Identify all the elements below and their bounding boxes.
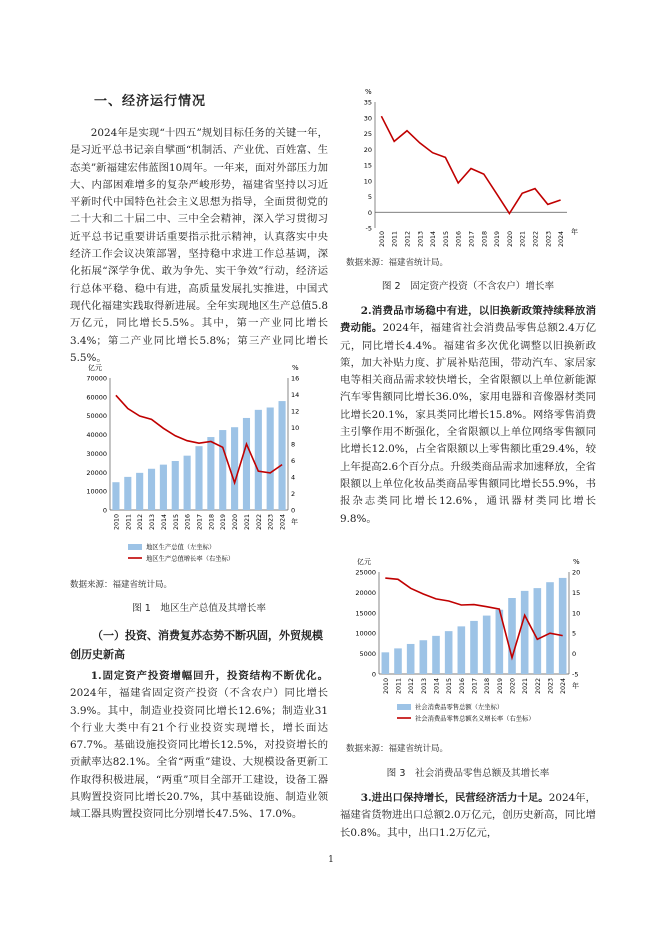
x-tick-label: 2020 (506, 231, 514, 248)
x-tick-label: 2019 (220, 514, 228, 531)
bar-2010 (112, 482, 119, 510)
section-title: 一、经济运行情况 (94, 94, 207, 109)
bar-2023 (267, 408, 274, 510)
bar-2015 (445, 631, 453, 674)
x-tick-label: 2022 (255, 514, 263, 531)
left-tick-label: 25000 (355, 568, 376, 577)
x-tick-label: 2010 (378, 231, 386, 248)
right-tick-label: 8 (291, 440, 296, 449)
subsection-title: （一）投资、消费复苏态势不断巩固，外贸规模创历史新高 (70, 629, 323, 661)
x-tick-label: 2016 (455, 231, 463, 248)
right-tick-label: 16 (291, 374, 300, 383)
legend-bar-label: 社会消费品零售总额（左坐标） (415, 704, 504, 711)
x-tick-label: 2024 (558, 231, 566, 248)
left-tick-label: 60000 (86, 393, 107, 402)
x-tick-label: 2016 (184, 514, 192, 531)
left-tick-label: 15000 (355, 609, 376, 618)
x-tick-label: 2020 (232, 514, 240, 531)
x-tick-label: 2016 (458, 678, 466, 695)
right-tick-label: 0 (572, 650, 577, 659)
bar-2018 (207, 437, 214, 510)
x-tick-label: 2018 (208, 514, 216, 531)
right-tick-label: 15 (572, 588, 581, 597)
x-tick-label: 2015 (172, 514, 180, 531)
bar-2022 (255, 410, 262, 510)
bar-2024 (279, 401, 286, 510)
x-tick-label: 2013 (149, 514, 157, 531)
y-tick-label: 25 (363, 130, 372, 138)
figure1-source: 数据来源：福建省统计局。 (70, 580, 173, 590)
bar-2014 (160, 465, 167, 510)
bar-2010 (382, 652, 390, 674)
y-tick-label: 35 (363, 98, 372, 107)
bar-2016 (184, 456, 191, 510)
right-tick-label: 20 (572, 568, 581, 577)
x-tick-label: 2021 (522, 678, 530, 695)
x-tick-label: 2024 (279, 514, 287, 531)
paragraph-consumption (340, 303, 596, 528)
left-tick-label: 70000 (86, 374, 107, 383)
left-tick-label: 30000 (86, 449, 107, 458)
right-tick-label: 14 (291, 391, 300, 399)
legend-line-label: 社会消费品零售总额名义增长率（右坐标） (415, 715, 535, 723)
legend-line-label: 地区生产总值增长率（右坐标） (146, 555, 235, 563)
y-tick-label: 20 (363, 145, 372, 154)
bar-2013 (148, 469, 155, 510)
figure1-caption: 图 1 地区生产总值及其增长率 (132, 603, 266, 614)
right-tick-label: 10 (291, 424, 300, 432)
x-tick-label: 2010 (113, 514, 121, 531)
x-tick-label: 2010 (382, 678, 390, 695)
right-tick-label: 4 (291, 473, 296, 482)
y-tick-label: -5 (365, 224, 372, 233)
right-tick-label: 5 (572, 629, 577, 638)
figure2-caption: 图 2 固定资产投资（不含农户）增长率 (381, 281, 555, 292)
x-tick-label: 2012 (137, 514, 145, 531)
figure2-chart (345, 86, 591, 252)
x-axis-unit: 年 (572, 682, 579, 690)
x-tick-label: 2017 (471, 678, 479, 695)
bar-2021 (521, 591, 529, 674)
right-axis-unit: % (292, 364, 299, 372)
x-tick-label: 2013 (417, 231, 425, 248)
bar-2011 (394, 648, 402, 674)
bar-2017 (195, 446, 202, 510)
bar-2023 (546, 582, 554, 674)
legend-bar-label: 地区生产总值（左坐标） (146, 544, 216, 551)
right-tick-label: -5 (572, 670, 579, 679)
left-tick-label: 5000 (359, 650, 376, 659)
bar-2012 (407, 644, 415, 674)
figure3-source: 数据来源：福建省统计局。 (346, 744, 449, 754)
x-tick-label: 2014 (160, 514, 168, 531)
x-tick-label: 2023 (547, 678, 555, 695)
paragraph-investment (70, 668, 328, 824)
y-tick-label: 30 (363, 114, 372, 123)
bar-2021 (243, 418, 250, 510)
x-tick-label: 2013 (420, 678, 428, 695)
y-tick-label: 0 (367, 208, 372, 217)
x-tick-label: 2014 (430, 231, 438, 248)
y-tick-label: 10 (363, 177, 372, 186)
figure1-chart (70, 362, 328, 574)
page-number: 1 (328, 855, 334, 865)
left-axis-unit: 亿元 (88, 364, 102, 372)
x-tick-label: 2020 (509, 678, 517, 695)
legend-bar-swatch (128, 544, 142, 550)
bar-2020 (231, 427, 238, 510)
x-tick-label: 2019 (494, 231, 502, 248)
x-tick-label: 2021 (243, 514, 251, 531)
y-axis-unit: % (365, 88, 372, 96)
x-tick-label: 2019 (496, 678, 504, 695)
x-tick-label: 2012 (404, 231, 412, 248)
x-tick-label: 2022 (532, 231, 540, 248)
left-tick-label: 20000 (86, 468, 107, 477)
paragraph-trade-body: 2024年，福建省货物进出口总额2.0万亿元，创历史新高，同比增长0.8%。其中，出口1.2万亿元， (340, 792, 596, 839)
left-axis-unit: 亿元 (357, 558, 371, 566)
right-tick-label: 10 (572, 609, 581, 618)
x-tick-label: 2018 (484, 678, 492, 695)
x-tick-label: 2021 (519, 231, 527, 248)
x-tick-label: 2022 (534, 678, 542, 695)
intro-paragraph: 2024年是实现“十四五”规划目标任务的关键一年，是习近平总书记亲自擘画“机制活、产业优、百姓富、生态美”新福建宏伟蓝图10周年。一年来，面对外部压力加大、内部困难增多的复杂严峻形势，福建省坚持以习近平新时代中国特色社会主义思想为指导，全面贯彻党的二十大和二十届二中、三中全会精神，深入学习贯彻习近平总书记重要讲话重要指示批示精神，认真落实中央经济工作会议决策部署，坚持稳中求进工作总基调，深化拓展“深学争优、敢为争先、实干争效”行动，经济运行总体平稳、稳中有进，高质量发展扎实推进，中国式现代化福建实践取得新进展。全年实现地区生产总值5.8万亿元，同比增长5.5%。其中，第一产业同比增长3.4%；第二产业同比增长5.8%；第三产业同比增长5.5%。 (70, 127, 328, 364)
bar-2013 (420, 640, 428, 674)
right-tick-label: 12 (291, 407, 300, 416)
x-tick-label: 2017 (196, 514, 204, 531)
bar-2014 (432, 636, 440, 674)
paragraph-investment-body: 2024年，福建省固定资产投资（不含农户）同比增长3.9%。其中，制造业投资同比增长12.6%；制造业31个行业大类中有21个行业投资实现增长，增长面达67.7%。基础设施投资同比增长12.5%，对投资增长的贡献率达82.1%。全省“两重”建设、大规模设备更新工作取得积极进展，“两重”项目全部开工建设，设备工器具购置投资同比增长20.7%，其中基础设施、制造业领域工器具购置投资同比分别增长47.5%、17.0%。 (70, 687, 328, 821)
bar-2011 (124, 477, 131, 510)
bar-2019 (219, 430, 226, 510)
x-tick-label: 2023 (545, 231, 553, 248)
right-tick-label: 2 (291, 490, 296, 498)
figure3-caption: 图 3 社会消费品零售总额及其增长率 (386, 768, 550, 779)
x-tick-label: 2015 (446, 678, 454, 695)
left-tick-label: 40000 (86, 431, 107, 440)
x-tick-label: 2014 (433, 678, 441, 695)
paragraph-trade (340, 790, 596, 842)
right-axis-unit: % (573, 558, 580, 566)
investment-growth-line (381, 116, 560, 213)
x-axis-unit: 年 (571, 228, 578, 236)
x-tick-label: 2015 (442, 231, 450, 248)
x-tick-label: 2017 (468, 231, 476, 248)
bar-2024 (559, 578, 567, 674)
left-tick-label: 0 (371, 670, 376, 679)
bar-2012 (136, 473, 143, 510)
x-tick-label: 2018 (481, 231, 489, 248)
figure2-source: 数据来源：福建省统计局。 (346, 258, 449, 268)
x-tick-label: 2011 (125, 514, 133, 531)
right-tick-label: 6 (291, 457, 296, 465)
left-tick-label: 0 (102, 506, 107, 515)
left-tick-label: 10000 (355, 629, 376, 638)
x-tick-label: 2023 (267, 514, 275, 531)
x-axis-unit: 年 (291, 518, 298, 526)
y-tick-label: 5 (367, 193, 372, 201)
x-tick-label: 2011 (391, 231, 399, 248)
y-tick-label: 15 (363, 161, 372, 170)
figure3-chart (345, 556, 591, 736)
left-tick-label: 10000 (86, 487, 107, 496)
bar-2020 (508, 598, 516, 674)
bar-2022 (534, 588, 542, 674)
bar-2017 (470, 621, 478, 674)
left-tick-label: 50000 (86, 412, 107, 421)
left-tick-label: 20000 (355, 588, 376, 597)
paragraph-consumption-lead: 2.消费品市场稳中有进，以旧换新政策持续释放消费动能。 (340, 305, 596, 335)
paragraph-trade-lead: 3.进出口保持增长，民营经济活力十足。 (360, 792, 549, 804)
paragraph-consumption-body: 2024年，福建省社会消费品零售总额2.4万亿元，同比增长4.4%。福建省多次优化调整以旧换新政策，加大补贴力度、扩展补贴范围，带动汽车、家居家电等相关商品需求较快增长，全省限额以上单位新能源汽车零售额同比增长36.0%，家用电器和音像器材类同比增长20.1%，家具类同比增长15.8%。网络零售消费主引擎作用不断强化，全省限额以上单位网络零售额同比增长12.0%，占全省限额以上零售额比重29.4%，较上年提高2.6个百分点。升级类商品需求加速释放，全省限额以上单位化妆品类商品零售额同比增长55.9%，书报杂志类同比增长12.6%，通讯器材类同比增长9.8%。 (340, 322, 597, 525)
x-tick-label: 2011 (395, 678, 403, 695)
paragraph-investment-lead: 1.固定资产投资增幅回升，投资结构不断优化。 (90, 670, 328, 682)
x-tick-label: 2024 (560, 678, 568, 695)
legend-bar-swatch (397, 704, 411, 710)
right-tick-label: 0 (291, 506, 296, 515)
bar-2015 (172, 461, 179, 510)
x-tick-label: 2012 (408, 678, 416, 695)
bar-2018 (483, 616, 491, 674)
bar-2016 (458, 626, 466, 674)
